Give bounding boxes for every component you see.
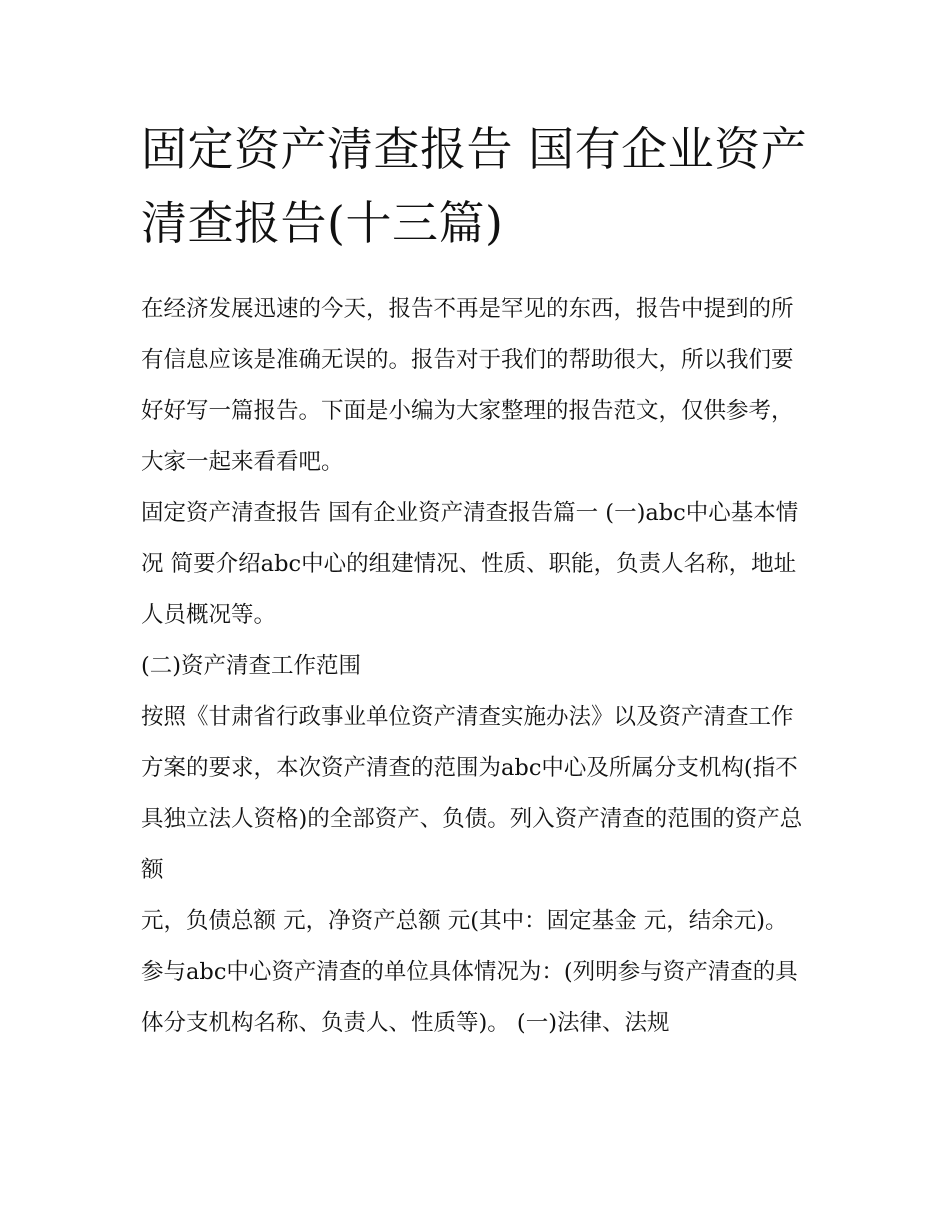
document-body [141, 284, 813, 1049]
paragraph-scope: 按照《甘肃省行政事业单位资产清查实施办法》以及资产清查工作方案的要求，本次资产清查的范围为abc中心及所属分支机构(指不具独立法人资格)的全部资产、负债。列入资产清查的范围的资产总额 [141, 704, 803, 883]
document-title: 固定资产清查报告 国有企业资产清查报告(十三篇) [141, 122, 808, 250]
paragraph-heading-scope: (二)资产清查工作范围 [141, 653, 362, 679]
paragraph-participants: 参与abc中心资产清查的单位具体情况为：(列明参与资产清查的具体分支机构名称、负责人、性质等)。 (一)法律、法规 [141, 959, 798, 1036]
paragraph-totals: 元，负债总额 元，净资产总额 元(其中：固定基金 元，结余元)。 [141, 908, 788, 934]
paragraph-section-one: 固定资产清查报告 国有企业资产清查报告篇一 (一)abc中心基本情况 简要介绍abc中心的组建情况、性质、职能，负责人名称，地址人员概况等。 [141, 500, 799, 628]
paragraph-intro: 在经济发展迅速的今天，报告不再是罕见的东西，报告中提到的所有信息应该是准确无误的。报告对于我们的帮助很大，所以我们要好好写一篇报告。下面是小编为大家整理的报告范文，仅供参考，大家一起来看看吧。 [141, 296, 794, 475]
document-content [141, 112, 813, 1049]
